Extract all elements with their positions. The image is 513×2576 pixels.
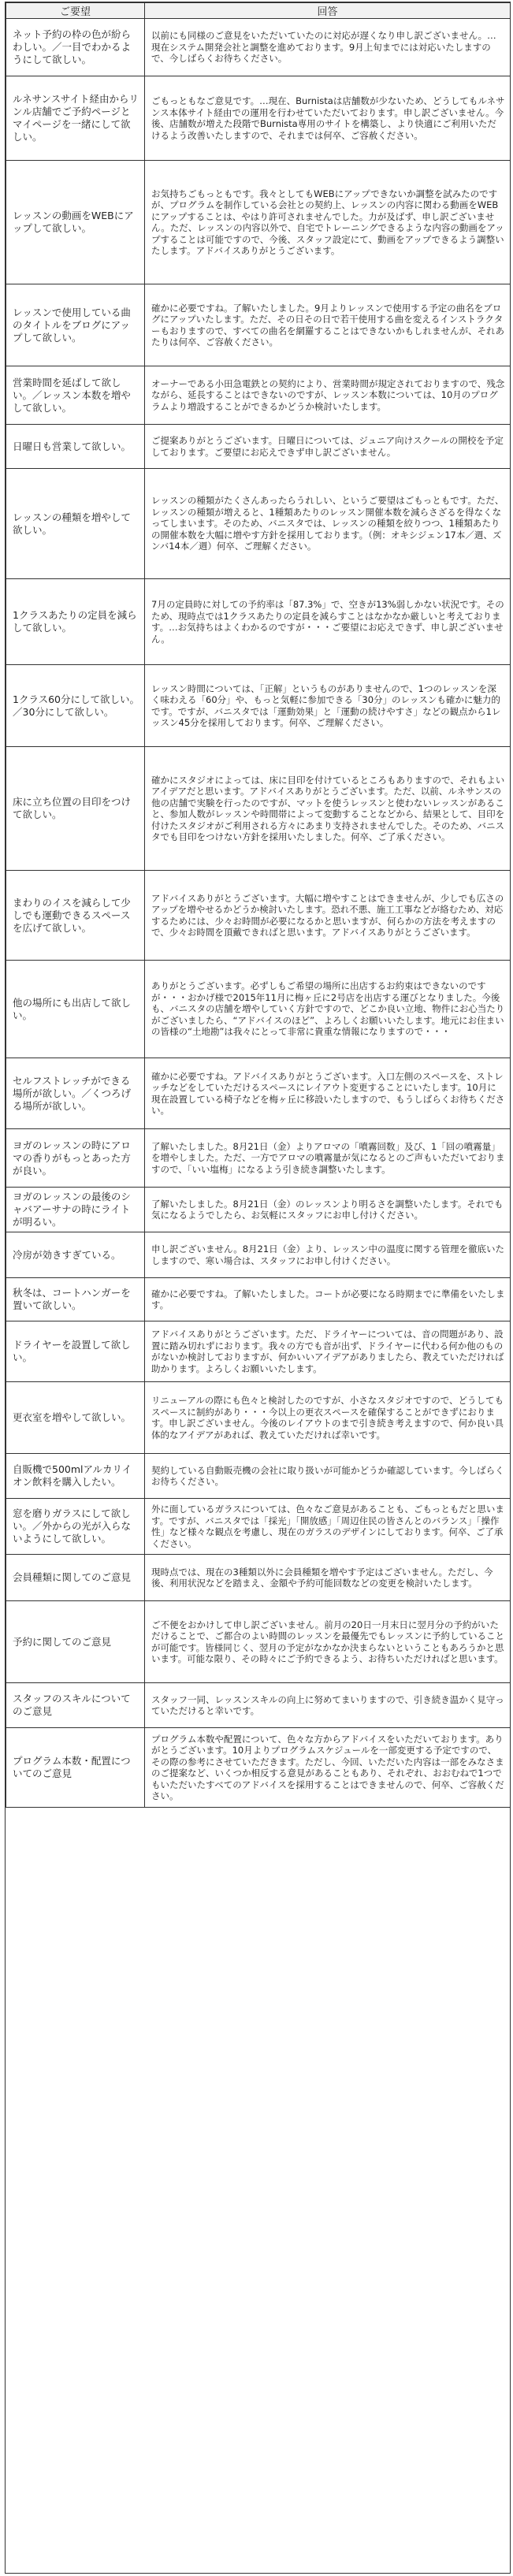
answer-cell: お気持ちごもっともです。我々としてもWEBにアップできないか調整を試みたのですが、プログラムを制作している会社との契約上、レッスンの内容に関わる動画をWEBにアップすることは、やはり許可されませんでした。力が及ばず、申し訳ございません。ただ、レッスンの内容以外で、自宅でトレーニングできるような内容の動画をアップすることは可能ですので、今後、スタッフ設定にて、動画をアップできるよう調整いたします。アドバイスありがとうございます。	[145, 161, 511, 284]
request-cell: 床に立ち位置の目印をつけて欲しい。	[6, 747, 145, 871]
request-cell: プログラム本数・配置についてのご意見	[6, 1728, 145, 1808]
table-row	[6, 469, 511, 579]
table-row	[6, 1728, 511, 1808]
answer-cell: 確かに必要ですね。アドバイスありがとうございます。入口左側のスペースを、ストレッチなどをしていただけるスペースにレイアウト変更することにいたします。10月に現在設置している椅子などを梅ヶ丘に移設いたしますので、もうしばらくお待ちください。	[145, 1058, 511, 1129]
answer-cell: オーナーである小田急電鉄との契約により、営業時間が規定されておりますので、残念ながら、延長することはできないのですが、レッスン本数については、10月のプログラムより増設することができるかどうか検討いたします。	[145, 366, 511, 425]
request-cell: ルネサンスサイト経由からリンル店舗でご予約ページとマイページを一緒にして欲しい。	[6, 76, 145, 161]
answer-cell: ご提案ありがとうございます。日曜日については、ジュニア向けスクールの開校を予定しております。ご要望にお応えできず申し訳ございません。	[145, 425, 511, 469]
answer-cell: アドバイスありがとうございます。ただ、ドライヤーについては、音の問題があり、設置に踏み切れずにおります。我々の方でも音が出ず、ドライヤーに代わる何か他のものがないか検討しておりますが、何かいいアイデアがありましたら、教えていただければ助かります。よろしくお願いいたします。	[145, 1321, 511, 1382]
answer-cell: 了解いたしました。8月21日（金）のレッスンより明るさを調整いたします。それでも気になるようでしたら、お気軽にスタッフにお申し付けください。	[145, 1188, 511, 1232]
answer-cell: ご不便をおかけして申し訳ございません。前月の20日一月末日に翌月分の予約がいただけることで、ご都合のよい時間のレッスンを最優先でもレッスンに予約していることが可能です。皆様同じく、翌月の予定がなかなか決まらないということもあろうかと思います。可能な限り、その時々にご予約できるよう、お待ちいただければと思います。	[145, 1601, 511, 1683]
feedback-table	[6, 2, 511, 1808]
table-row	[6, 871, 511, 961]
table-row	[6, 1499, 511, 1555]
request-cell: 窓を磨りガラスにして欲しい。／外からの光が入らないようにして欲しい。	[6, 1499, 145, 1555]
answer-cell: 以前にも同様のご意見をいただいていたのに対応が遅くなり申し訳ございません。…現在システム開発会社と調整を進めております。9月上旬までには対応いたしますので、今しばらくお待ちください。	[145, 19, 511, 76]
answer-cell: 外に面しているガラスについては、色々なご意見があることも、ごもっともだと思います。ですが、バニスタでは「採光」「開放感」「周辺住民の皆さんとのバランス」「操作性」など様々な観点を考慮し、現在のガラスのデザインにしております。何卒、ご了承ください。	[145, 1499, 511, 1555]
request-cell: 営業時間を延ばして欲しい。／レッスン本数を増やして欲しい。	[6, 366, 145, 425]
table-row	[6, 284, 511, 366]
table-row	[6, 19, 511, 76]
request-header: ご要望	[6, 3, 145, 19]
answer-cell: 7月の定員時に対しての予約率は「87.3%」で、空きが13%弱しかない状況です。そのため、現時点では1クラスあたりの定員を減らすことはなかなか厳しいと考えております。…お気持ちはよくわかるのですが・・・ご要望にお応えできず、申し訳ございません。	[145, 579, 511, 665]
request-cell: セルフストレッチができる場所が欲しい。／くつろげる場所が欲しい。	[6, 1058, 145, 1129]
answer-cell: レッスンの種類がたくさんあったらうれしい、というご要望はごもっともです。ただ、レッスンの種類が増えると、1種類あたりのレッスン開催本数を減らさざるを得なくなってしまいます。そのため、バニスタでは、レッスンの種類を絞りつつ、1種類あたりの開催本数を大幅に増やす方針を採用しております。（例：オキシジェン17本／週、ズンバ14本／週）何卒、ご理解ください。	[145, 469, 511, 579]
request-cell: 秋冬は、コートハンガーを置いて欲しい。	[6, 1278, 145, 1321]
table-row	[6, 1321, 511, 1382]
answer-cell: ありがとうございます。必ずしもご希望の場所に出店するお約束はできないのですが・・・おかげ様で2015年11月に梅ヶ丘に2号店を出店する運びとなりました。今後も、バニスタの店舗を増やしていく方針ですので、どこか良い立地、物件にお心当たりがございましたら、“アドバイスのほど”、よろしくお願いいたします。地元にお住まいの皆様の“土地勘”は我々にとって非常に貴重な情報になりますので・・・	[145, 961, 511, 1058]
request-cell: 冷房が効きすぎている。	[6, 1232, 145, 1278]
table-row	[6, 161, 511, 284]
answer-cell: 現時点では、現在の3種類以外に会員種類を増やす予定はございません。ただし、今後、利用状況などを踏まえ、金額や予約可能回数などの変更を検討いたします。	[145, 1555, 511, 1601]
answer-cell: 確かにスタジオによっては、床に目印を付けているところもありますので、それもよいアイデアだと思います。アドバイスありがとうございます。ただ、以前、ルネサンスの他の店舗で実験を行ったのですが、マットを使うレッスンと使わないレッスンがあること、参加人数がレッスンや時間帯によって変動することなどから、結果として、目印を付けたスタジオがご利用される方々にあまり支持されませんでした。そのため、バニスタでも目印をつけない方針を採用いたしました。何卒、ご了承ください。	[145, 747, 511, 871]
table-row	[6, 961, 511, 1058]
request-cell: レッスンの種類を増やして欲しい。	[6, 469, 145, 579]
header-row	[6, 3, 511, 19]
request-cell: ヨガのレッスンの最後のシャバアーサナの時にライトが明るい。	[6, 1188, 145, 1232]
request-cell: スタッフのスキルについてのご意見	[6, 1683, 145, 1728]
request-cell: レッスンの動画をWEBにアップして欲しい。	[6, 161, 145, 284]
answer-cell: 了解いたしました。8月21日（金）よりアロマの「噴霧回数」及び、1「回の噴霧量」を増やしました。ただ、一方でアロマの噴霧量が気になるとのご声もいただいておりますので、「いい塩梅」になるよう引き続き調整いたします。	[145, 1129, 511, 1188]
request-cell: 1クラス60分にして欲しい。／30分にして欲しい。	[6, 665, 145, 747]
request-cell: 更衣室を増やして欲しい。	[6, 1382, 145, 1454]
answer-cell: プログラム本数や配置について、色々な方からアドバイスをいただいております。ありがとうございます。10月よりプログラムスケジュールを一部変更する予定ですので、その際の参考にさせていただきます。ただし、今回、いただいた内容は一部をみなさまのご提案など、いくつか相反する意見があることもあり、それぞれ、おおむねで1つでもいただいたすべてのアドバイスを採用することはできませんので、何卒、ご容赦ください。	[145, 1728, 511, 1808]
table-row	[6, 1382, 511, 1454]
request-cell: 1クラスあたりの定員を減らして欲しい。	[6, 579, 145, 665]
request-cell: 予約に関してのご意見	[6, 1601, 145, 1683]
table-row	[6, 1454, 511, 1499]
answer-cell: 契約している自動販売機の会社に取り扱いが可能かどうか確認しています。今しばらくお待ちください。	[145, 1454, 511, 1499]
request-cell: レッスンで使用している曲のタイトルをブログにアップして欲しい。	[6, 284, 145, 366]
answer-cell: 申し訳ございません。8月21日（金）より、レッスン中の温度に関する管理を徹底いたしますので、寒い場合は、スタッフにお申し付けください。	[145, 1232, 511, 1278]
table-row	[6, 579, 511, 665]
answer-cell: 確かに必要ですね。了解いたしました。コートが必要になる時期までに準備をいたします。	[145, 1278, 511, 1321]
table-row	[6, 1188, 511, 1232]
request-cell: 自販機で500mlアルカリイオン飲料を購入したい。	[6, 1454, 145, 1499]
request-cell: ヨガのレッスンの時にアロマの香りがもっとあった方が良い。	[6, 1129, 145, 1188]
table-row	[6, 665, 511, 747]
table-row	[6, 425, 511, 469]
request-cell: ネット予約の枠の色が紛らわしい。／一目でわかるようにして欲しい。	[6, 19, 145, 76]
answer-cell: スタッフ一同、レッスンスキルの向上に努めてまいりますので、引き続き温かく見守っていただけると幸いです。	[145, 1683, 511, 1728]
table-body	[6, 19, 511, 1808]
table-row	[6, 1683, 511, 1728]
table-row	[6, 1278, 511, 1321]
answer-cell: ごもっともなご意見です。…現在、Burnistaは店舗数が少ないため、どうしてもルネサンス本体サイト経由での運用を行わせていただいております。申し訳ございません。今後、店舗数が増えた段階でBurnista専用のサイトを構築し、より快適にご利用いただけるよう改善いたしますので、それまでは何卒、ご容赦ください。	[145, 76, 511, 161]
table-row	[6, 1058, 511, 1129]
request-cell: ドライヤーを設置して欲しい。	[6, 1321, 145, 1382]
table-row	[6, 366, 511, 425]
request-cell: 会員種類に関してのご意見	[6, 1555, 145, 1601]
answer-header: 回答	[145, 3, 511, 19]
request-cell: まわりのイスを減らして少しでも運動できるスペースを広げて欲しい。	[6, 871, 145, 961]
answer-cell: レッスン時間については、「正解」というものがありませんので、1つのレッスンを深く味わえる「60分」や、もっと気軽に参加できる「30分」のレッスンも確かに魅力的です。ですが、バニスタでは「運動効果」と「運動の続けやすさ」などの観点から1レッスン45分を採用しております。何卒、ご理解ください。	[145, 665, 511, 747]
table-row	[6, 76, 511, 161]
answer-cell: 確かに必要ですね。了解いたしました。9月よりレッスンで使用する予定の曲名をブログにアップいたします。ただ、その日その日で若干使用する曲を変えるインストラクターもおりますので、すべての曲名を網羅することはできないかもしれませんが、それあたりは何卒、ご容赦ください。	[145, 284, 511, 366]
table-row	[6, 747, 511, 871]
table-row	[6, 1232, 511, 1278]
request-cell: 日曜日も営業して欲しい。	[6, 425, 145, 469]
request-cell: 他の場所にも出店して欲しい。	[6, 961, 145, 1058]
table-row	[6, 1129, 511, 1188]
answer-cell: リニューアルの際にも色々と検討したのですが、小さなスタジオですので、どうしてもスペースに制約があり・・・今以上の更衣スペースを確保することができずにおります。申し訳ございません。今後のレイアウトのまで引き続き考えますので、何か良い具体的なアイデアがあれば、教えていただければ幸いです。	[145, 1382, 511, 1454]
feedback-sheet	[5, 2, 511, 2574]
table-row	[6, 1601, 511, 1683]
answer-cell: アドバイスありがとうございます。大幅に増やすことはできませんが、少しでも広さのアップを増やせるかどうか検討いたします。恐れ不悪、施工工事などが絡むため、対応するためには、少々お時間が必要になるかと思いますが、何らかの方法を考えますので、少々お時間を頂戴できればと思います。アドバイスありがとうございます。	[145, 871, 511, 961]
table-row	[6, 1555, 511, 1601]
